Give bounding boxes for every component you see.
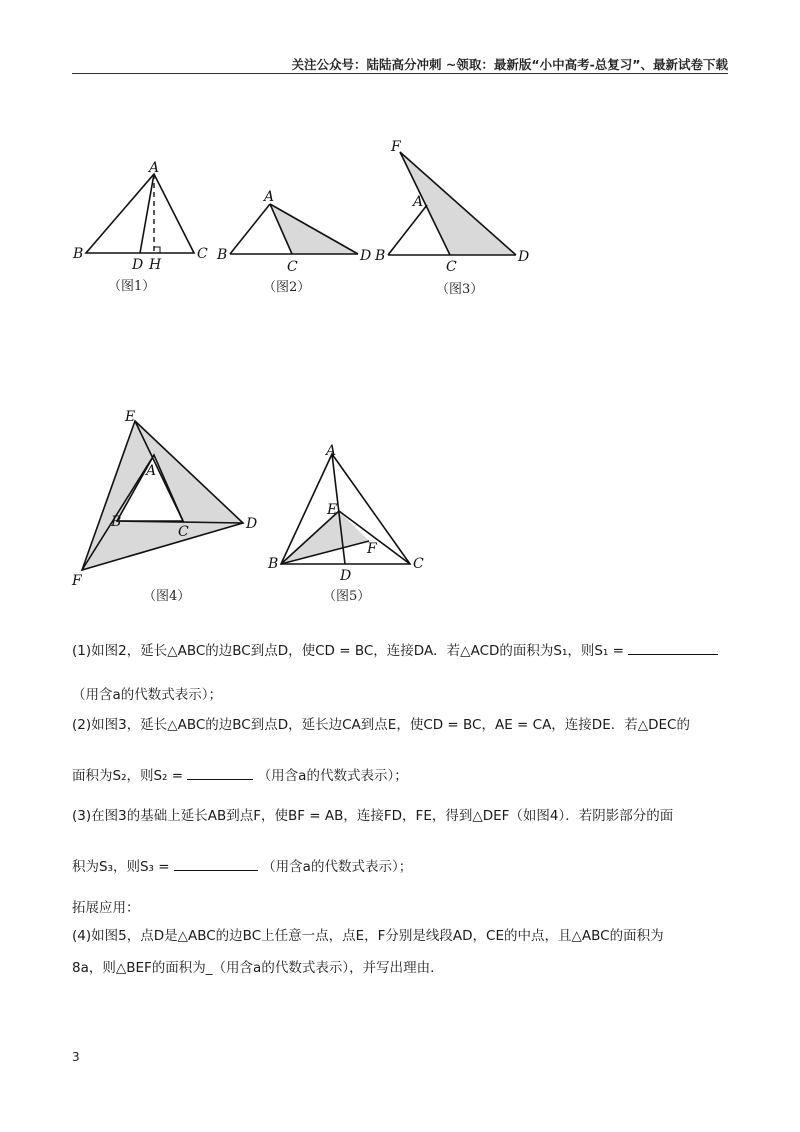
question-1-line-2: （用含a的代数式表示）； xyxy=(72,687,223,703)
caption-fig3: （图3） xyxy=(436,282,484,297)
caption-fig4: （图4） xyxy=(143,589,191,604)
answer-blank-1[interactable] xyxy=(628,640,718,655)
label-d: D xyxy=(132,257,144,273)
question-2-line-1: (2)如图3，延长△ABC的边BC到点D，延长边CA到点E，使CD = BC，AE = CA，连接DE．若△DEC的 xyxy=(72,717,690,733)
label-f: F xyxy=(367,541,377,557)
label-e: E xyxy=(327,502,338,518)
label-d: D xyxy=(518,249,530,265)
label-f: F xyxy=(391,139,401,155)
label-a: A xyxy=(146,463,157,479)
figure-3 xyxy=(370,138,540,303)
figure-5 xyxy=(265,440,435,610)
label-c: C xyxy=(197,246,208,262)
label-b: B xyxy=(73,246,84,262)
label-b: B xyxy=(375,248,386,264)
question-1-line-1: (1)如图2，延长△ABC的边BC到点D，使CD = BC，连接DA．若△ACD的面积为S₁，则S₁ = xyxy=(72,640,732,661)
label-e: E xyxy=(125,409,136,425)
label-c: C xyxy=(178,524,189,540)
page-header: 关注公众号：陆陆高分冲刺 ~领取：最新版“小中高考-总复习”、最新试卷下载 xyxy=(291,57,728,72)
answer-blank-2[interactable] xyxy=(187,765,253,780)
question-4-line-1: (4)如图5，点D是△ABC的边BC上任意一点，点E，F分别是线段AD，CE的中点，且△ABC的面积为 xyxy=(72,928,664,944)
question-2-line-2: 面积为S₂，则S₂ = （用含a的代数式表示）； xyxy=(72,765,732,786)
label-h: H xyxy=(149,257,162,273)
figure-1 xyxy=(70,155,220,305)
label-b: B xyxy=(217,247,228,263)
question-3-line-1: (3)在图3的基础上延长AB到点F，使BF = AB，连接FD，FE，得到△DEF（如图4）．若阴影部分的面 xyxy=(72,808,674,824)
page-number: 3 xyxy=(72,1050,80,1064)
label-a: A xyxy=(149,160,160,176)
label-d: D xyxy=(246,516,258,532)
label-b: B xyxy=(268,556,279,572)
label-c: C xyxy=(413,556,424,572)
label-a: A xyxy=(326,443,337,459)
label-d: D xyxy=(360,248,372,264)
figure-2 xyxy=(215,180,375,300)
figure-4 xyxy=(65,405,275,610)
caption-fig1: （图1） xyxy=(108,279,156,294)
label-d: D xyxy=(340,568,352,584)
label-c: C xyxy=(446,259,457,275)
caption-fig2: （图2） xyxy=(263,280,311,295)
shaded-triangle-bef xyxy=(281,511,369,564)
label-a: A xyxy=(413,194,424,210)
label-a: A xyxy=(264,189,275,205)
label-b: B xyxy=(111,514,122,530)
answer-blank-3[interactable] xyxy=(174,856,258,871)
question-4-line-2: 8a，则△BEF的面积为_（用含a的代数式表示），并写出理由. xyxy=(72,960,435,976)
triangle-abc xyxy=(86,174,194,253)
shaded-region xyxy=(82,421,243,570)
question-3-line-2: 积为S₃，则S₃ = （用含a的代数式表示）； xyxy=(72,856,732,877)
right-angle-mark xyxy=(154,247,160,253)
header-rule xyxy=(72,73,728,74)
caption-fig5: （图5） xyxy=(323,589,371,604)
label-f: F xyxy=(72,573,82,589)
label-c: C xyxy=(287,259,298,275)
section-heading: 拓展应用： xyxy=(72,900,140,916)
